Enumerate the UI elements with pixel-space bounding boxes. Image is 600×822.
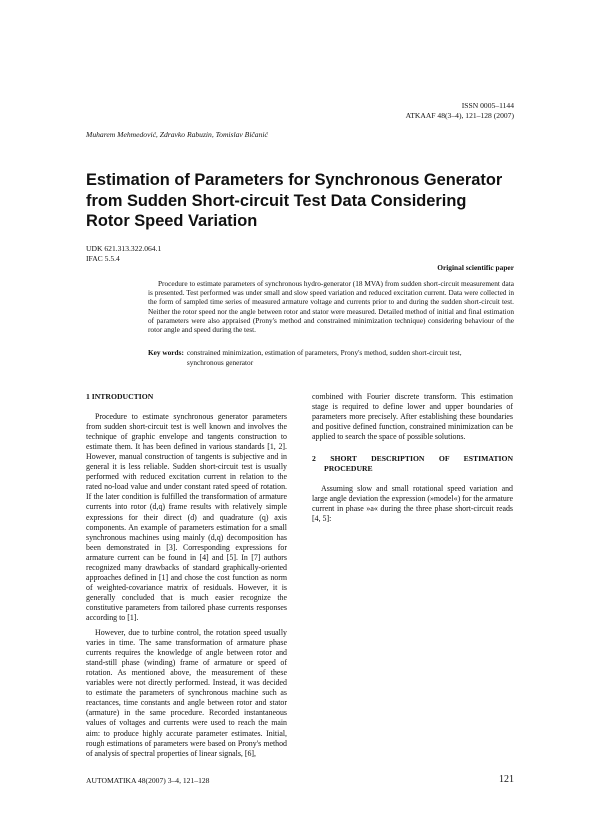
author-list: Muharem Mehmedović, Zdravko Rabuzin, Tomislav Bičanić (86, 130, 268, 139)
keywords-block (148, 348, 514, 367)
footer-journal: AUTOMATIKA 48(2007) 3–4, 121–128 (86, 776, 210, 785)
udk-code: UDK 621.313.322.064.1 (86, 244, 162, 253)
issn-line: ISSN 0005–1144 (461, 101, 514, 110)
paragraph: However, due to turbine control, the rotation speed usually varies in time. The same transformation of armature phase currents requires the knowledge of angle between rotor and stand-still phase (winding) frame of armature or speed of rotation. As mentioned above, the measurement of these variables were not directly performed. Instead, it was decided to estimate the parameters of synchronous machine such as reactances, time constants and angle between rotor and stator (armature) in the same procedure. Recorded instantaneous values of voltages and currents were used to reach the main aim: to produce highly accurate parameter estimates. Initial, rough estimations of parameters were based on Prony's method of analysis of spectral properties of linear signals, [6], (86, 628, 287, 758)
section-heading-introduction: 1 INTRODUCTION (86, 392, 154, 401)
paragraph-continuation: combined with Fourier discrete transform. This estimation stage is required to define lower and upper boundaries of parameters more precisely. After establishing these boundaries and positive defined function, constrained minimization can be applied to search the space of possible solutions. (312, 392, 513, 442)
keywords-text: constrained minimization, estimation of parameters, Prony's method, sudden short-circuit test, synchronous generator (186, 348, 462, 367)
keywords-label: Key words: (148, 348, 184, 357)
ifac-code: IFAC 5.5.4 (86, 253, 120, 263)
journal-reference: ATKAAF 48(3–4), 121–128 (2007) (405, 111, 514, 120)
paper-type-label: Original scientific paper (437, 263, 514, 272)
page-number: 121 (499, 774, 514, 785)
body-column-left (86, 392, 287, 759)
paragraph: Assuming slow and small rotational speed variation and large angle deviation the expression (»model«) for the armature current in phase »a« during the three phase short-circuit reads [4, 5]: (312, 484, 513, 524)
body-column-right (312, 392, 513, 525)
paper-title: Estimation of Parameters for Synchronous Generator from Sudden Short-circuit Test Data Considering Rotor Speed Variation (86, 171, 503, 230)
classification-codes (86, 244, 161, 263)
paragraph: Procedure to estimate synchronous generator parameters from sudden short-circuit test is well known and involves the technique of graphic envelope and tangents construction to estimate them. It has been defined in various standards [1, 2]. However, manual construction of tangents is subjective and in general it is less reliable. Sudden short-circuit test is usually performed with reduced excitation current in relation to the rated no-load value and under constant rated speed of rotation. If the later condition is fulfilled the transformation of armature currents into rotor (d,q) frame results with relatively simple expressions for their direct (d) and quadrature (q) axis components. An example of parameters estimation for a small synchronous machines using mainly (d,q) decomposition has been demonstrated in [3]. Corresponding expressions for armature current can be found in [4] and [5]. In [7] authors recognized many drawbacks of standard graphically-oriented approaches defined in [1] and chose the cost function as norm of weighted-covariance matrix of residuals. However, it is generally concluded that is much easier recognize the constitutive parameters from tailored phase currents responses according to [1]. (86, 412, 287, 622)
abstract: Procedure to estimate parameters of synchronous hydro-generator (18 MVA) from sudden short-circuit measurement data is presented. Test performed was under small and slow speed variation and reduced excitation current. Data were collected in the form of sampled time series of measured armature voltage and currents prior to and during the sudden short-circuit test. Neither the rotor speed nor the angle between rotor and stator were measured. Detailed method of initial and final estimation of parameters were also appraised (Prony's method and constrained minimization technique) considering behaviour of the rotor angle and speed during the test. (148, 279, 514, 335)
journal-header (406, 101, 514, 121)
section-heading-estimation-procedure: 2 SHORT DESCRIPTION OF ESTIMATION PROCEDURE (312, 454, 513, 474)
